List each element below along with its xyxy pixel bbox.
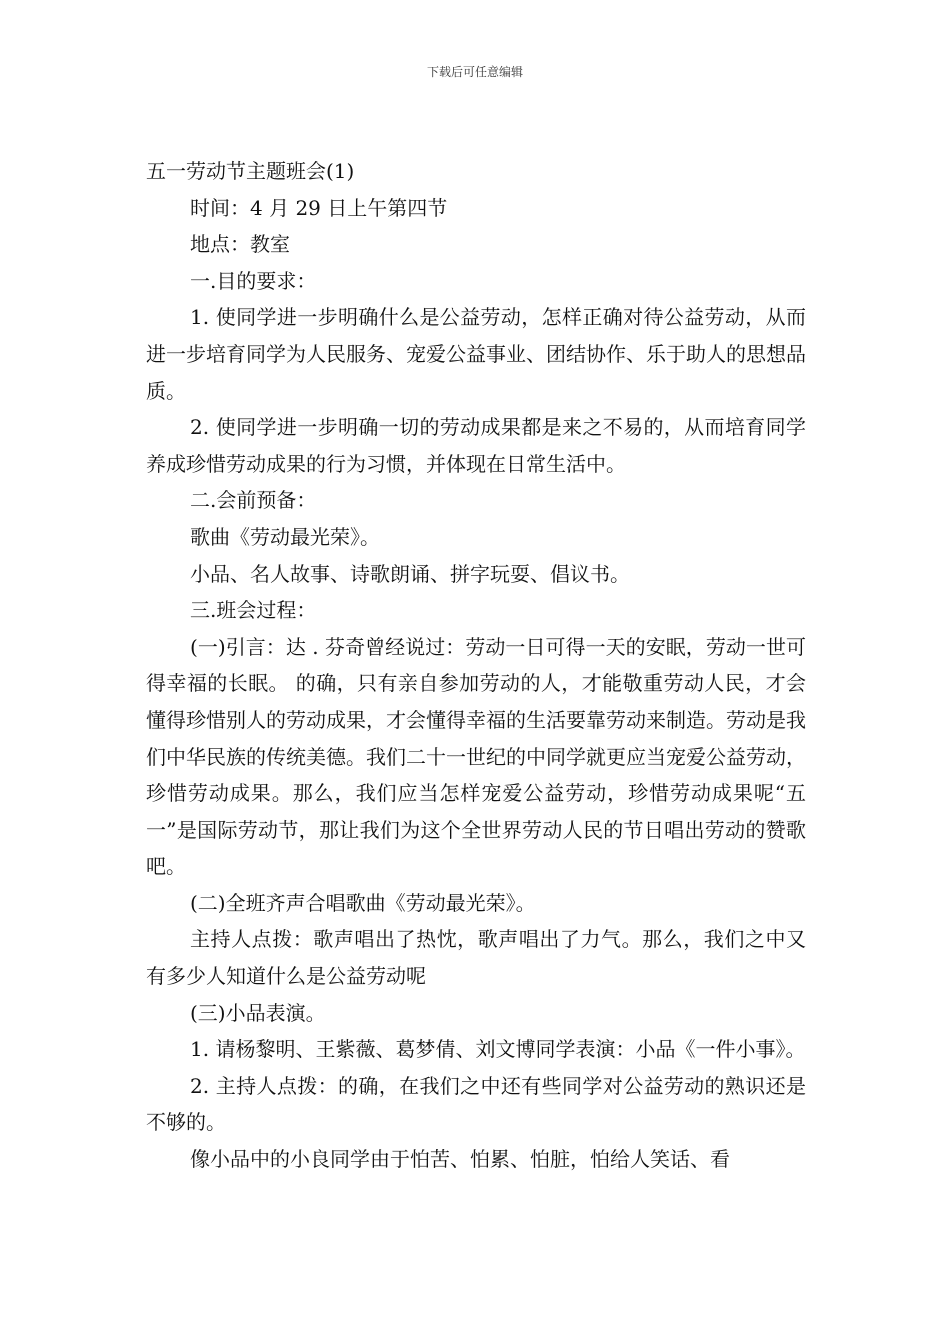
paragraph-goal-1: 1. 使同学进一步明确什么是公益劳动，怎样正确对待公益劳动，从而进一步培育同学为人民服务、宠爱公益事业、团结协作、乐于助人的思想品质。 bbox=[146, 305, 806, 403]
paragraph-goal-2: 2. 使同学进一步明确一切的劳动成果都是来之不易的，从而培育同学养成珍惜劳动成果的行为习惯，并体现在日常生活中。 bbox=[146, 415, 806, 476]
paragraph-introduction: (一)引言：达 . 芬奇曾经说过：劳动一日可得一天的安眠，劳动一世可得幸福的长眠。 的确，只有亲自参加劳动的人，才能敬重劳动人民，才会懂得珍惜别人的劳动成果，才会懂得幸福的生活要靠劳动来制造。劳动是我们中华民族的传统美德。我们二十一世纪的中同学就更应当宠爱公益劳动，珍惜劳动成果。那么，我们应当怎样宠爱公益劳动，珍惜劳动成果呢“五一”是国际劳动节，那让我们为这个全世界劳动人民的节日唱出劳动的赞歌吧。 bbox=[146, 634, 806, 879]
section-heading-goals: 一.目的要求： bbox=[190, 268, 317, 293]
paragraph-skit-performers: 1. 请杨黎明、王紫薇、葛梦倩、刘文博同学表演：小品《一件小事》。 bbox=[190, 1037, 806, 1062]
paragraph-chorus: (二)全班齐声合唱歌曲《劳动最光荣》。 bbox=[190, 890, 536, 915]
paragraph-host-remark-2: 2. 主持人点拨：的确，在我们之中还有些同学对公益劳动的熟识还是不够的。 bbox=[146, 1073, 806, 1135]
paragraph-song: 歌曲《劳动最光荣》。 bbox=[190, 524, 380, 549]
paragraph-location: 地点：教室 bbox=[190, 232, 290, 257]
paragraph-host-remark-1: 主持人点拨：歌声唱出了热忱，歌声唱出了力气。那么，我们之中又有多少人知道什么是公益劳动呢 bbox=[146, 927, 806, 989]
paragraph-example: 像小品中的小良同学由于怕苦、怕累、怕脏，怕给人笑话、看 bbox=[190, 1147, 730, 1172]
section-heading-preparation: 二.会前预备： bbox=[190, 488, 317, 513]
page-header: 下载后可任意编辑 bbox=[426, 65, 523, 79]
paragraph-time: 时间：4 月 29 日上午第四节 bbox=[190, 195, 448, 220]
document-title: 五一劳动节主题班会(1) bbox=[146, 159, 355, 183]
document-body bbox=[146, 153, 806, 1178]
paragraph-activities: 小品、名人故事、诗歌朗诵、拼字玩耍、倡议书。 bbox=[190, 561, 630, 586]
section-heading-process: 三.班会过程： bbox=[190, 598, 317, 623]
paragraph-skit: (三)小品表演。 bbox=[190, 1000, 326, 1025]
